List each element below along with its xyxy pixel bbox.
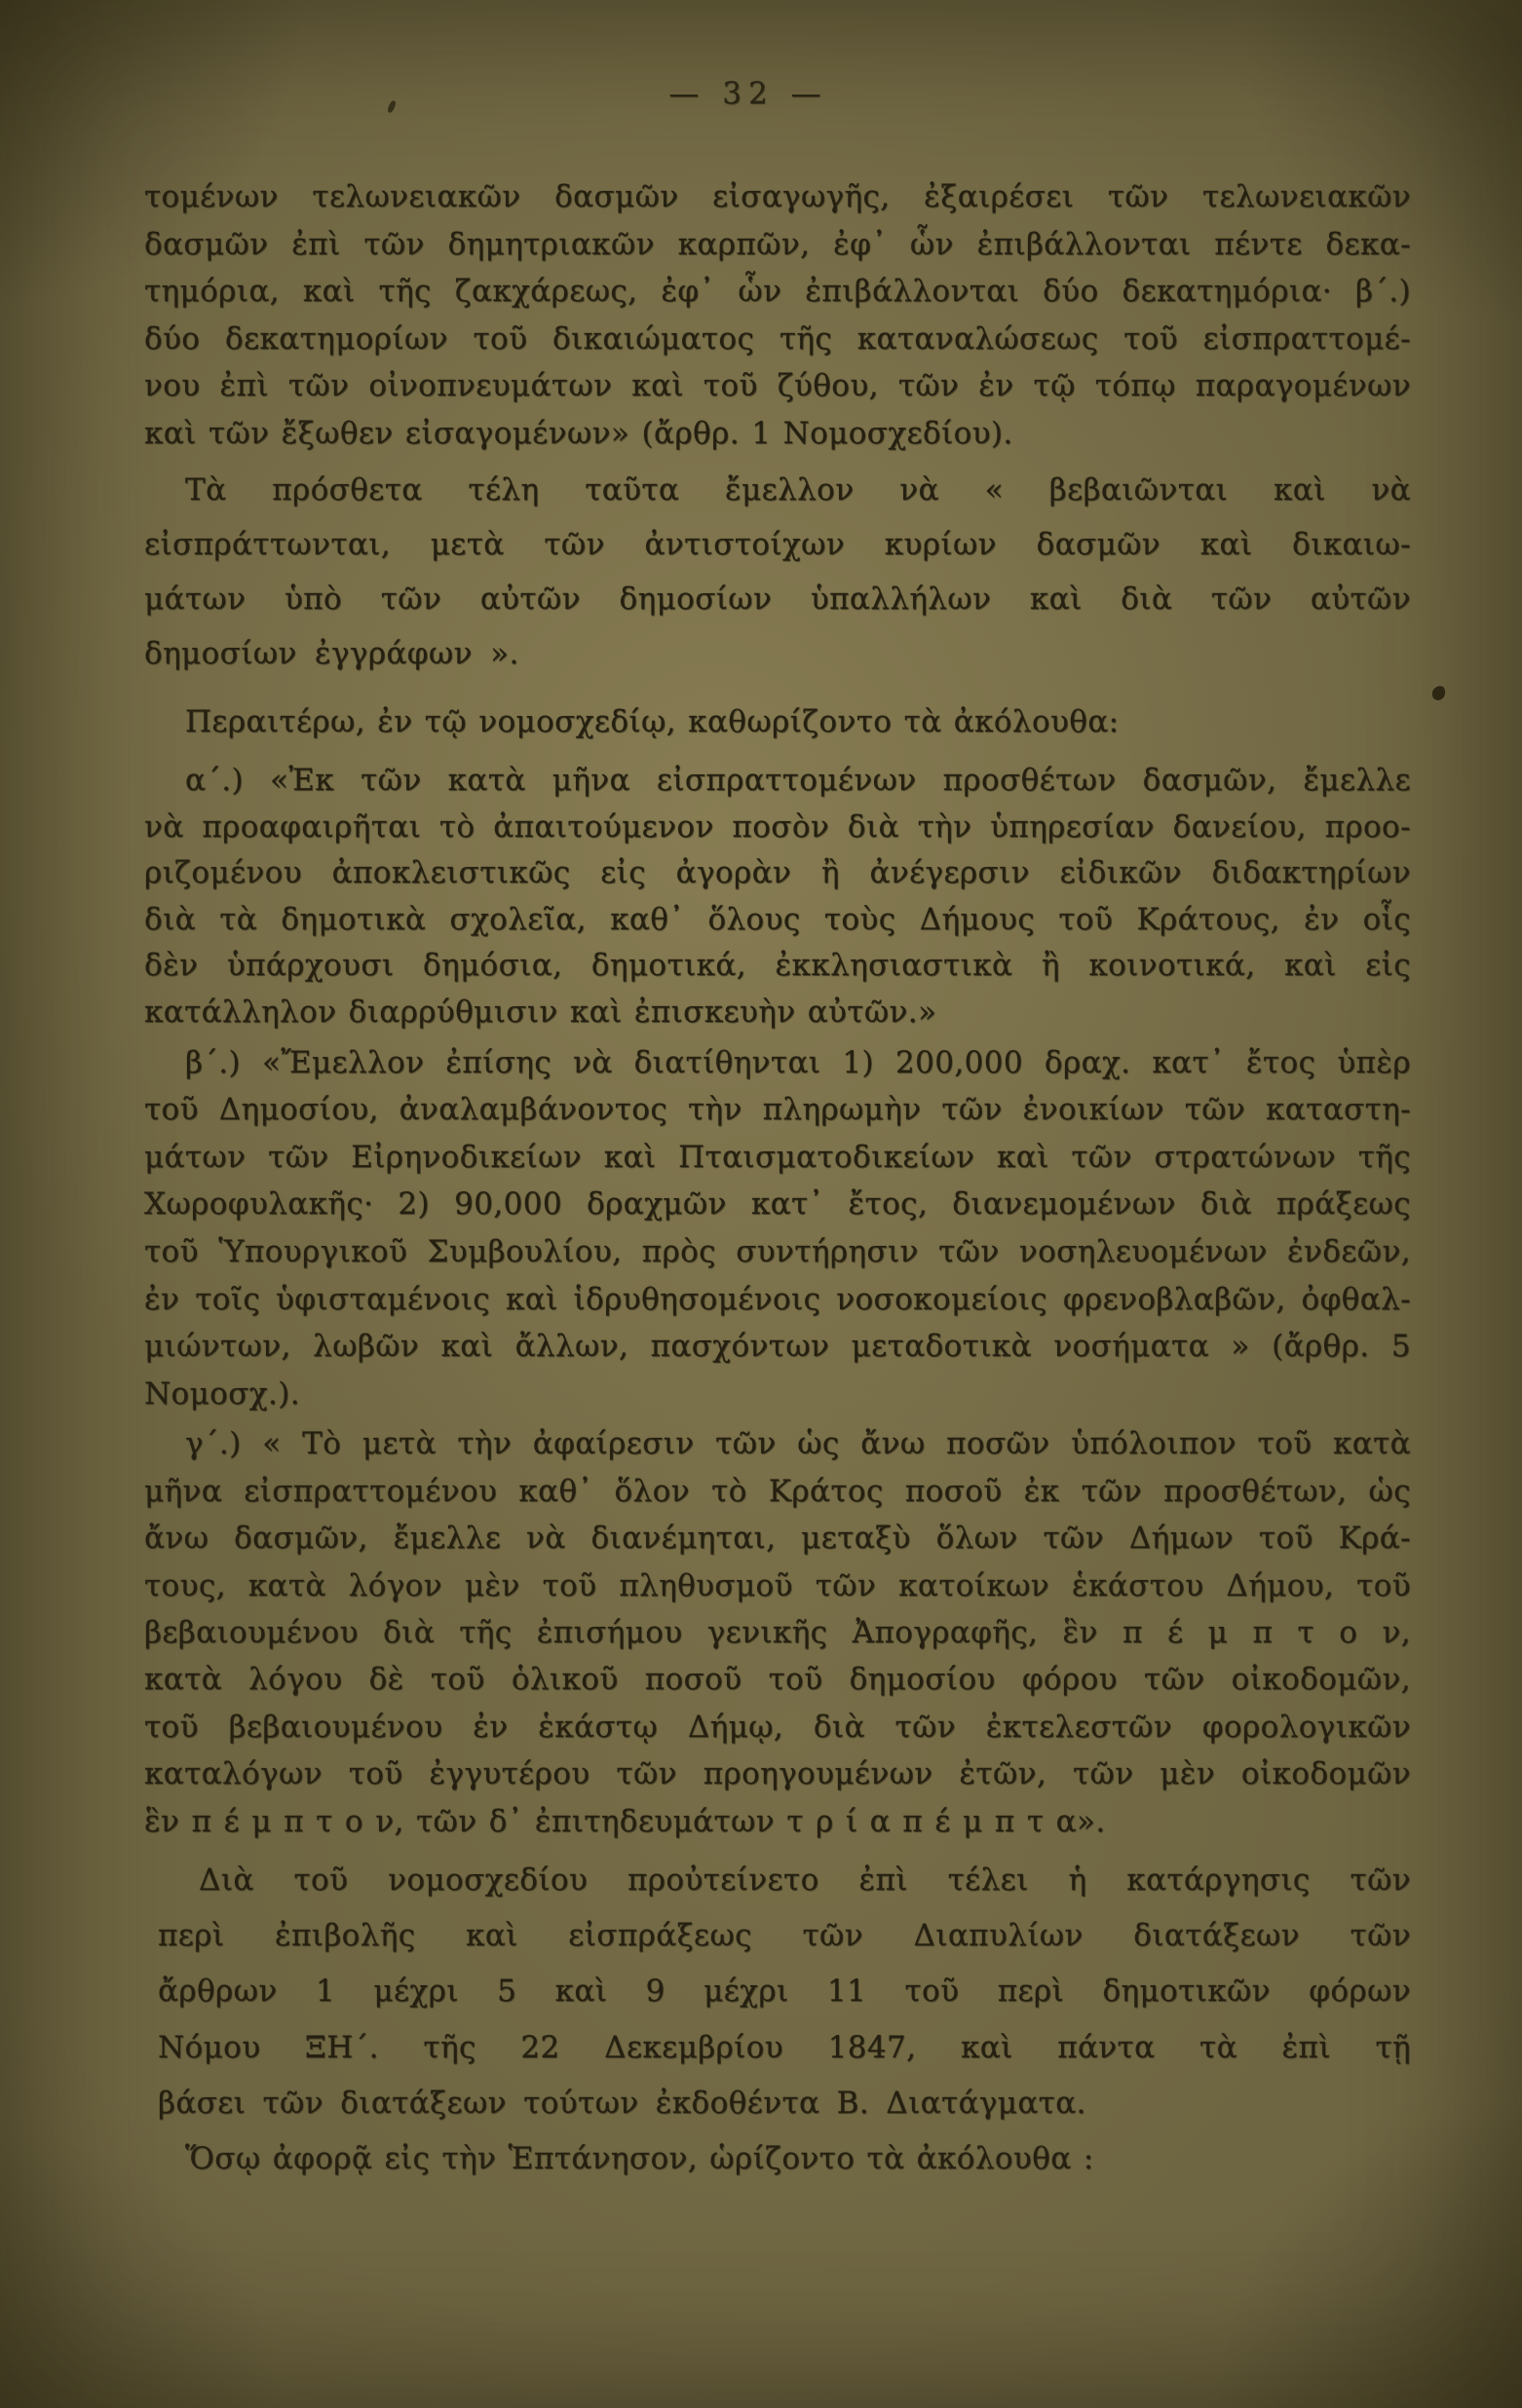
text-line: καὶ τῶν ἔξωθεν εἰσαγομένων» (ἄρθρ. 1 Νομοσχεδίου). <box>144 415 1013 451</box>
text-line: μάτων τῶν Εἰρηνοδικείων καὶ Πταισματοδικείων καὶ τῶν στρατώνων τῆς <box>144 1139 1411 1175</box>
paragraph-eptanisos <box>144 2131 1411 2187</box>
paragraph-item-beta <box>144 1039 1411 1418</box>
text-line: τοῦ Ὑπουργικοῦ Συμβουλίου, πρὸς συντήρησιν τῶν νοσηλευομένων ἐνδεῶν, <box>144 1233 1411 1269</box>
text-line: ριζομένου ἀποκλειστικῶς εἰς ἀγορὰν ἢ ἀνέγερσιν εἰδικῶν διδακτηρίων <box>144 855 1411 891</box>
text-line: μιώντων, λωβῶν καὶ ἄλλων, πασχόντων μεταδοτικὰ νοσήματα » (ἄρθρ. 5 <box>144 1329 1411 1365</box>
text-line: δασμῶν ἐπὶ τῶν δημητριακῶν καρπῶν, ἐφ᾽ ὧν ἐπιβάλλονται πέντε δεκα- <box>144 226 1411 262</box>
text-line: νου ἐπὶ τῶν οἰνοπνευμάτων καὶ τοῦ ζύθου, τῶν ἐν τῷ τόπῳ παραγομένων <box>144 368 1411 403</box>
text-line: α´.) «Ἐκ τῶν κατὰ μῆνα εἰσπραττομένων προσθέτων δασμῶν, ἔμελλε <box>185 763 1411 798</box>
text-line: ἓν π έ μ π τ ο ν, τῶν δ᾽ ἐπιτηδευμάτων τ ρ ί α π έ μ π τ α». <box>144 1803 1106 1839</box>
text-line: Περαιτέρω, ἐν τῷ νομοσχεδίῳ, καθωρίζοντο τὰ ἀκόλουθα: <box>185 704 1120 739</box>
text-line: μῆνα εἰσπραττομένου καθ᾽ ὅλον τὸ Κράτος ποσοῦ ἐκ τῶν προσθέτων, ὡς <box>144 1473 1411 1509</box>
ink-blot-mark <box>1431 685 1447 701</box>
paragraph-intro-list <box>144 696 1411 747</box>
text-line: διὰ τὰ δημοτικὰ σχολεῖα, καθ᾽ ὅλους τοὺς Δήμους τοῦ Κράτους, ἐν οἷς <box>144 901 1411 937</box>
paragraph-continuation <box>144 173 1411 457</box>
paragraph-item-gamma <box>144 1420 1411 1845</box>
text-line: καταλόγων τοῦ ἐγγυτέρου τῶν προηγουμένων ἐτῶν, τῶν μὲν οἰκοδομῶν <box>144 1756 1411 1792</box>
text-line: δὲν ὑπάρχουσι δημόσια, δημοτικά, ἐκκλησιαστικὰ ἢ κοινοτικά, καὶ εἰς <box>144 948 1411 984</box>
text-line: εἰσπράττωνται, μετὰ τῶν ἀντιστοίχων κυρίων δασμῶν καὶ δικαιω- <box>144 527 1411 562</box>
text-block <box>144 173 1411 2187</box>
text-line: ἄνω δασμῶν, ἔμελλε νὰ διανέμηται, μεταξὺ ὅλων τῶν Δήμων τοῦ Κρά- <box>144 1521 1411 1557</box>
paragraph-additional-fees <box>144 463 1411 681</box>
paragraph-abolition <box>144 1853 1411 2131</box>
text-line: Τὰ πρόσθετα τέλη ταῦτα ἔμελλον νὰ « βεβαιῶνται καὶ νὰ <box>185 472 1411 508</box>
text-line: περὶ ἐπιβολῆς καὶ εἰσπράξεως τῶν Διαπυλίων διατάξεων τῶν <box>158 1918 1411 1954</box>
text-line: νὰ προαφαιρῆται τὸ ἀπαιτούμενον ποσὸν διὰ τὴν ὑπηρεσίαν δανείου, προο- <box>144 809 1411 845</box>
text-line: Χωροφυλακῆς· 2) 90,000 δραχμῶν κατ᾽ ἔτος, διανεμομένων διὰ πράξεως <box>144 1186 1411 1223</box>
text-line: τομένων τελωνειακῶν δασμῶν εἰσαγωγῆς, ἐξαιρέσει τῶν τελωνειακῶν <box>144 179 1411 214</box>
text-line: β´.) «Ἔμελλον ἐπίσης νὰ διατίθηνται 1) 200,000 δραχ. κατ᾽ ἔτος ὑπὲρ <box>185 1044 1411 1080</box>
page-number: — 32 — <box>668 76 828 111</box>
text-line: βεβαιουμένου διὰ τῆς ἐπισήμου γενικῆς Ἀπογραφῆς, ἓν π έ μ π τ ο ν, <box>144 1614 1411 1650</box>
paragraph-item-alpha <box>144 758 1411 1036</box>
text-line: τοῦ βεβαιουμένου ἐν ἑκάστῳ Δήμῳ, διὰ τῶν ἐκτελεστῶν φορολογικῶν <box>144 1709 1411 1745</box>
text-line: βάσει τῶν διατάξεων τούτων ἐκδοθέντα Β. Διατάγματα. <box>158 2085 1086 2121</box>
text-line: κατὰ λόγου δὲ τοῦ ὁλικοῦ ποσοῦ τοῦ δημοσίου φόρου τῶν οἰκοδομῶν, <box>144 1662 1411 1698</box>
text-line: τημόρια, καὶ τῆς ζακχάρεως, ἐφ᾽ ὧν ἐπιβάλλονται δύο δεκατημόρια· β´.) <box>144 274 1411 309</box>
text-line: Ὅσῳ ἀφορᾷ εἰς τὴν Ἑπτάνησον, ὡρίζοντο τὰ ἀκόλουθα : <box>185 2140 1094 2176</box>
text-line: ἐν τοῖς ὑφισταμένοις καὶ ἱδρυθησομένοις νοσοκομείοις φρενοβλαβῶν, ὀφθαλ- <box>144 1281 1411 1317</box>
text-line: δύο δεκατημορίων τοῦ δικαιώματος τῆς καταναλώσεως τοῦ εἰσπραττομέ- <box>144 320 1411 357</box>
text-line: δημοσίων ἐγγράφων ». <box>144 636 519 671</box>
text-line: Διὰ τοῦ νομοσχεδίου προὐτείνετο ἐπὶ τέλει ἡ κατάργησις τῶν <box>199 1862 1411 1898</box>
text-line: τους, κατὰ λόγον μὲν τοῦ πληθυσμοῦ τῶν κατοίκων ἑκάστου Δήμου, τοῦ <box>144 1567 1411 1603</box>
text-line: Νομοσχ.). <box>144 1375 300 1411</box>
text-line: γ´.) « Τὸ μετὰ τὴν ἀφαίρεσιν τῶν ὡς ἄνω ποσῶν ὑπόλοιπον τοῦ κατὰ <box>185 1426 1411 1462</box>
text-line: Νόμου ΞΗ´. τῆς 22 Δεκεμβρίου 1847, καὶ πάντα τὰ ἐπὶ τῇ <box>158 2029 1411 2065</box>
text-line: τοῦ Δημοσίου, ἀναλαμβάνοντος τὴν πληρωμὴν τῶν ἐνοικίων τῶν καταστη- <box>144 1092 1411 1128</box>
text-line: ἄρθρων 1 μέχρι 5 καὶ 9 μέχρι 11 τοῦ περὶ δημοτικῶν φόρων <box>158 1974 1411 2010</box>
text-line: μάτων ὑπὸ τῶν αὐτῶν δημοσίων ὑπαλλήλων καὶ διὰ τῶν αὐτῶν <box>144 582 1411 617</box>
text-line: κατάλληλον διαρρύθμισιν καὶ ἐπισκευὴν αὐτῶν.» <box>144 994 937 1030</box>
